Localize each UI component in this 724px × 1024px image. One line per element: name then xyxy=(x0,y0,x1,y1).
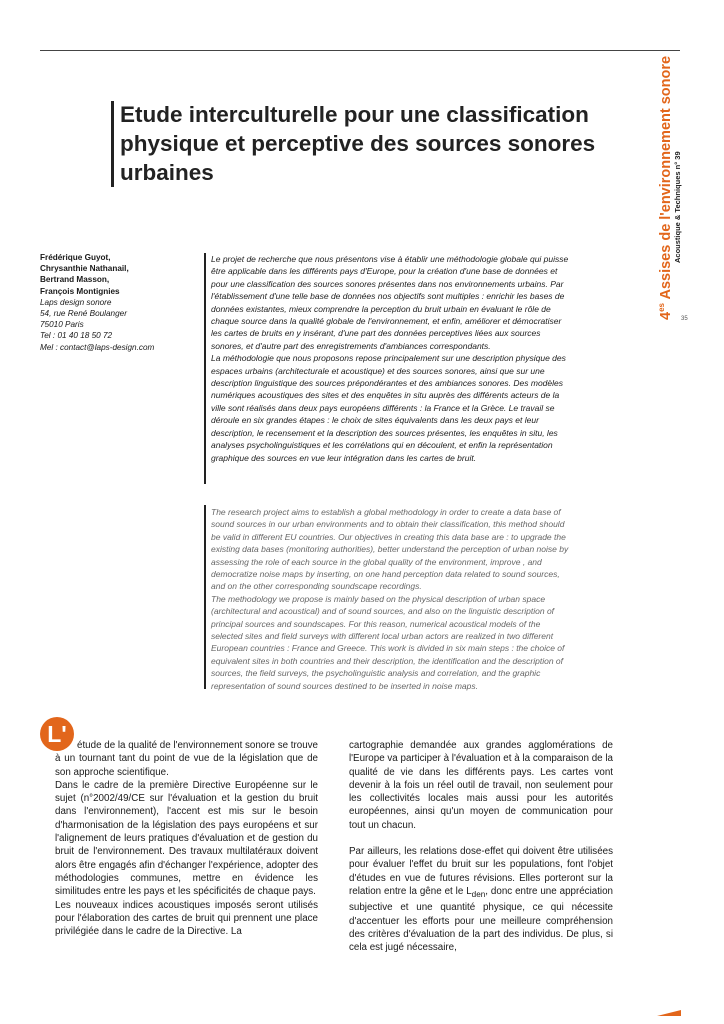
series-banner xyxy=(652,55,682,320)
body-column-1 xyxy=(55,739,318,938)
corner-tab xyxy=(657,1010,681,1016)
body-paragraph: Les nouveaux indices acoustiques imposés seront utilisés pour l'élaboration des cartes de bruit qui prennent une place privilégiée dans le cadre de la Directive. La xyxy=(55,899,318,938)
affiliation-line: Laps design sonore xyxy=(40,297,112,307)
author-name: Frédérique Guyot, xyxy=(40,253,111,262)
body-column-2 xyxy=(349,739,613,954)
header-rule xyxy=(40,50,680,51)
abstract-en-bar xyxy=(204,505,206,689)
body-paragraph xyxy=(349,845,613,954)
body-paragraph: étude de la qualité de l'environnement sonore se trouve à un tournant tant du point de vue de la législation que de son approche scientifique. xyxy=(55,740,318,778)
affiliation-line: Tel : 01 40 18 50 72 xyxy=(40,331,113,341)
paragraph-text: Par ailleurs, les relations dose-effet qui doivent être utilisées pour évaluer l'effet du bruit sur les populations, font l'objet d'études en vue de futures révisions. Elles porteront sur la relation entre la gêne et le L xyxy=(349,846,613,897)
abstract-french xyxy=(211,253,571,464)
series-title: $4^{es}$ Assises de l'environnement sonore xyxy=(657,55,674,320)
title-bar xyxy=(111,101,114,187)
author-name: Bertrand Masson, xyxy=(40,275,110,285)
affiliation-line: 54, rue René Boulanger xyxy=(40,309,127,319)
abstract-paragraph: The research project aims to establish a global methodology in order to create a data base of sound sources in our urban environments and to obtain their classification, this method should be valid in different EU countries. Our objectives in creating this data base are : to upgrade the existing data bases (monitoring authorities), better understand the perception of urban noise by assessing the role of each source in the global quality of the environment, improve , and democratize noise maps by inserting, on one hand perception data related to sound sources, and on the other corresponding soundscape recordings. xyxy=(211,507,569,592)
abstract-english xyxy=(211,506,571,692)
page-number: 35 xyxy=(681,316,688,322)
abstract-paragraph: The methodology we propose is mainly based on the physical description of urban space (architectural and acoustical) and of sound sources, and also on the linguistic description of principal sources and soundscapes. For this reason, numerical acoustical models of the selected sites and field surveys with different local urban actors are realized in two different European countries : France and Greece. This work is divided in six main steps : the choice of equivalent sites in both countries and their description, the identification and the description of sources, the field surveys, the psycholinguistic analysis and correlation, and the graphic representation of sound sources destined to be inserted in noise maps. xyxy=(211,593,565,691)
abstract-fr-bar xyxy=(204,253,206,484)
body-paragraph: cartographie demandée aux grandes agglomérations de l'Europe va participer à l'évaluation et à la comparaison de la qualité de vie dans les différents pays. Les cartes vont devenir à la fois un réel outil de travail, non seulement pour les collectivités locales mais aussi pour les autorités européennes, ainsi qu'un moyen de communication pour tout un chacun. xyxy=(349,740,613,831)
author-name: Chrysanthie Nathanail, xyxy=(40,264,129,274)
subscript-den: den xyxy=(471,889,486,899)
journal-label: Acoustique & Techniques n° 39 xyxy=(673,151,682,263)
abstract-paragraph: Le projet de recherche que nous présentons vise à établir une méthodologie globale qui puisse être applicable dans les différents pays d'Europe, pour la création d'une base de données et pour une classification des sources sonores présentes dans nos environnements urbains. Par l'établissement d'une telle base de données nos objectifs sont multiples : enrichir les bases de données existantes, mieux comprendre la perception du bruit urbain en évaluant le rôle de chaque source dans la qualité globale de l'environnement, et enfin, améliorer et démocratiser les cartes de bruits en y insérant, d'une part des données perceptives liées aux sources sonores, et d'autre part des enregistrements d'ambiances correspondants. xyxy=(211,254,569,351)
affiliation-line: Mel : contact@laps-design.com xyxy=(40,342,155,352)
drop-cap: L' xyxy=(40,717,74,751)
abstract-paragraph: La méthodologie que nous proposons repose principalement sur une description physique des espaces urbains (architecturale et acoustique) et des sources sonores, ainsi que sur une description linguistique des sources prépondérantes et des ambiances sonores. Des modèles numériques acoustiques des sites et des enquêtes in situ auprès des différents acteurs de la ville sont réalisés dans deux pays européens différents : la France et la Grèce. Le travail se déroule en six grandes étapes : le choix de sites équivalents dans les deux pays et leur description, le recensement et la description des sources présentes, les enquêtes in situ, les analyses psycholinguistiques et les corrélations qui en découlent, et enfin la représentation graphique des sources en vue leur intégration dans les cartes de bruit. xyxy=(211,353,566,463)
body-paragraph: Dans le cadre de la première Directive Européenne sur le sujet (n°2002/49/CE sur l'évaluation et la gestion du bruit dans l'environnement), l'accent est mis sur le besoin d'harmonisation de la législation des pays européens et sur l'alignement de leurs pratiques d'évaluation et de gestion du bruit de l'environnement. Des travaux multilatéraux doivent alors être engagés afin d'échanger l'expérience, adopter des méthodologies communes, mettre en évidence les similitudes entre les pays et les spécificités de chaque pays. xyxy=(55,779,318,898)
author-block xyxy=(40,252,200,353)
author-name: François Montignies xyxy=(40,286,120,296)
article-title: Etude interculturelle pour une classification physique et perceptive des sources sonores urbaines xyxy=(120,102,596,185)
affiliation-line: 75010 Paris xyxy=(40,320,84,330)
paragraph-text: , donc entre une appréciation subjective et une quantité physique, ce qui nécessite d'accentuer les efforts pour une meilleure compréhension des critères d'évaluation de la part des individus. De plus, si cela est jugé nécessaire, xyxy=(349,885,613,954)
